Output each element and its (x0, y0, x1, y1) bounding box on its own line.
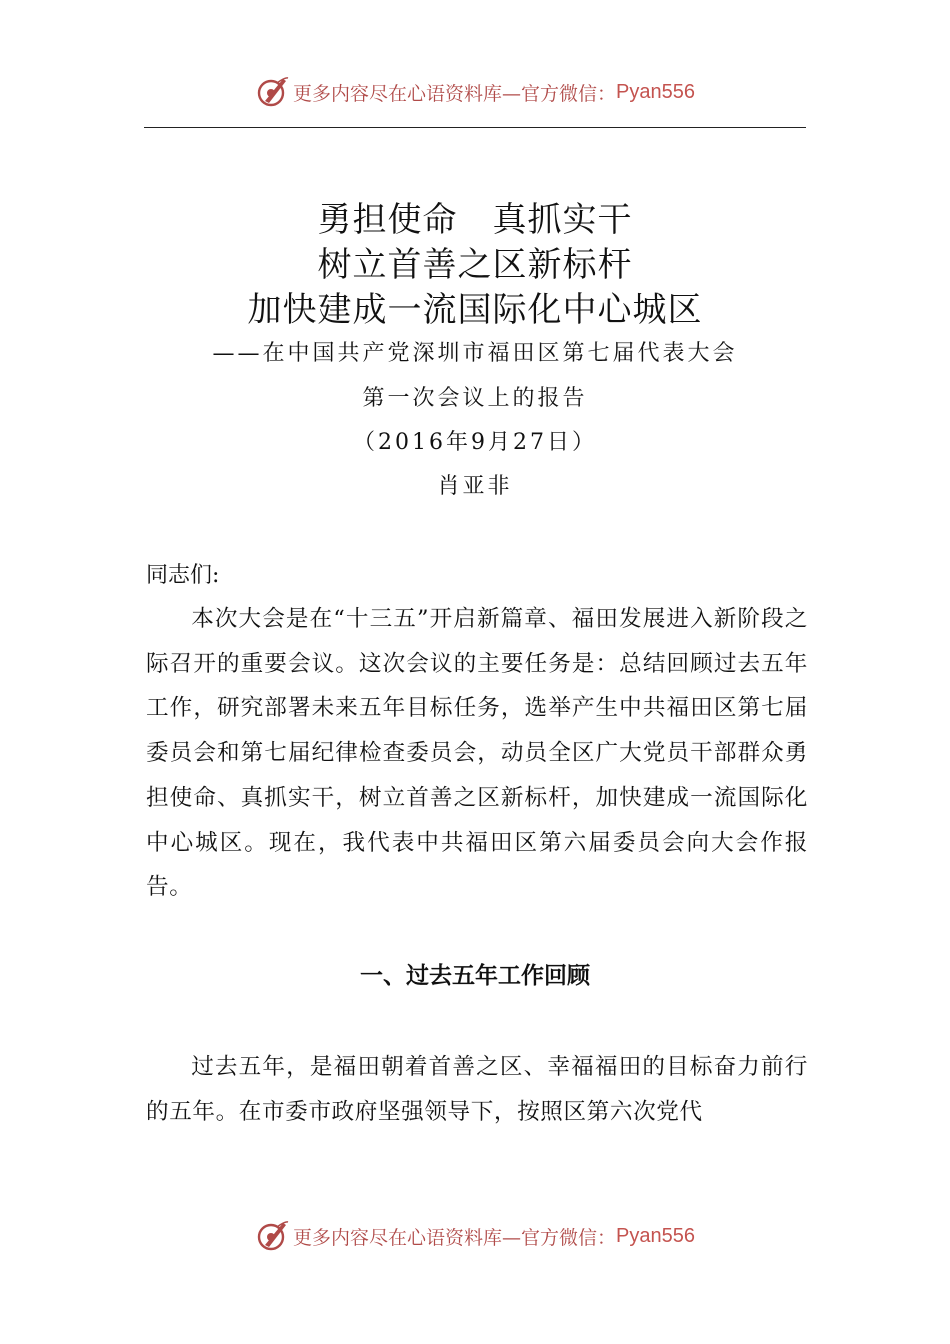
title-line-1: 勇担使命 真抓实干 (317, 200, 633, 240)
title-line-3: 加快建成一流国际化中心城区 (247, 290, 703, 330)
quill-logo-icon (255, 75, 289, 109)
title-line-2: 树立首善之区新标杆 (317, 245, 633, 285)
quill-logo-icon (255, 1219, 289, 1253)
footer-watermark (0, 1216, 950, 1256)
body-paragraph-2: 过去五年，是福田朝着首善之区、幸福福田的目标奋力前行的五年。在市委市政府坚强领导下，按照区第六次党代 (146, 1054, 808, 1125)
header-watermark (0, 72, 950, 112)
wechat-id: Pyan556 (616, 1224, 695, 1247)
subtitle-line-2: 第一次会议上的报告 (362, 386, 588, 411)
body-paragraph-1: 本次大会是在“十三五”开启新篇章、福田发展进入新阶段之际召开的重要会议。这次会议的主要任务是：总结回顾过去五年工作，研究部署未来五年目标任务，选举产生中共福田区第七届委员会和第七届纪律检查委员会，动员全区广大党员干部群众勇担使命、真抓实干，树立首善之区新标杆，加快建成一流国际化中心城区。现在，我代表中共福田区第六届委员会向大会作报告。 (146, 606, 808, 901)
header-rule (144, 127, 806, 128)
watermark-text: 更多内容尽在心语资料库—官方微信： (293, 82, 617, 105)
wechat-id: Pyan556 (616, 80, 695, 103)
salutation: 同志们: (146, 563, 220, 588)
report-date: （2016年9月27日） (353, 430, 597, 455)
watermark-text: 更多内容尽在心语资料库—官方微信： (293, 1226, 617, 1249)
subtitle-line-1: ——在中国共产党深圳市福田区第七届代表大会 (212, 341, 738, 366)
section-heading-1: 一、过去五年工作回顾 (360, 963, 590, 989)
author-name: 肖亚非 (437, 474, 513, 499)
